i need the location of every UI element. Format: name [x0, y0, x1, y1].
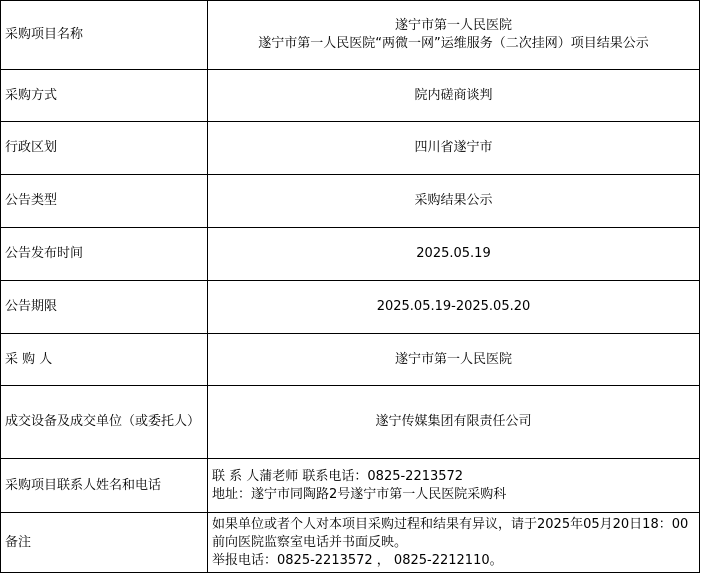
contact-line-1: 联 系 人蒲老师 联系电话：0825-2213572 [212, 468, 464, 484]
row-region [1, 122, 700, 175]
row-notice-period [1, 281, 700, 334]
label-publish-date: 公告发布时间 [1, 228, 208, 281]
value-region: 四川省遂宁市 [208, 122, 700, 175]
label-purchaser: 采 购 人 [1, 334, 208, 386]
remarks-line-1: 如果单位或者个人对本项目采购过程和结果有异议，请于2025年05月20日18：00前向医院监察室电话并书面反映。 [212, 516, 689, 550]
row-procurement-method [1, 70, 700, 122]
value-contact [208, 459, 700, 513]
value-remarks [208, 513, 700, 573]
value-notice-type: 采购结果公示 [208, 175, 700, 228]
value-procurement-method: 院内磋商谈判 [208, 70, 700, 122]
value-purchaser: 遂宁市第一人民医院 [208, 334, 700, 386]
label-procurement-method: 采购方式 [1, 70, 208, 122]
label-winning-bidder: 成交设备及成交单位（或委托人） [1, 386, 208, 459]
row-project-name [1, 1, 700, 70]
label-notice-period: 公告期限 [1, 281, 208, 334]
value-winning-bidder: 遂宁传媒集团有限责任公司 [208, 386, 700, 459]
row-notice-type [1, 175, 700, 228]
remarks-line-2: 举报电话：0825-2213572 ， 0825-2212110。 [212, 552, 503, 568]
row-purchaser [1, 334, 700, 386]
value-publish-date: 2025.05.19 [208, 228, 700, 281]
row-winning-bidder [1, 386, 700, 459]
value-notice-period: 2025.05.19-2025.05.20 [208, 281, 700, 334]
label-notice-type: 公告类型 [1, 175, 208, 228]
row-contact [1, 459, 700, 513]
label-project-name: 采购项目名称 [1, 1, 208, 70]
label-contact: 采购项目联系人姓名和电话 [1, 459, 208, 513]
project-name-line-2: 遂宁市第一人民医院“两微一网”运维服务（二次挂网）项目结果公示 [258, 36, 649, 51]
value-project-name [208, 1, 700, 70]
row-remarks [1, 513, 700, 573]
row-publish-date [1, 228, 700, 281]
label-remarks: 备注 [1, 513, 208, 573]
project-name-line-1: 遂宁市第一人民医院 [394, 18, 512, 33]
label-region: 行政区划 [1, 122, 208, 175]
contact-line-2: 地址：遂宁市同陶路2号遂宁市第一人民医院采购科 [212, 486, 507, 502]
